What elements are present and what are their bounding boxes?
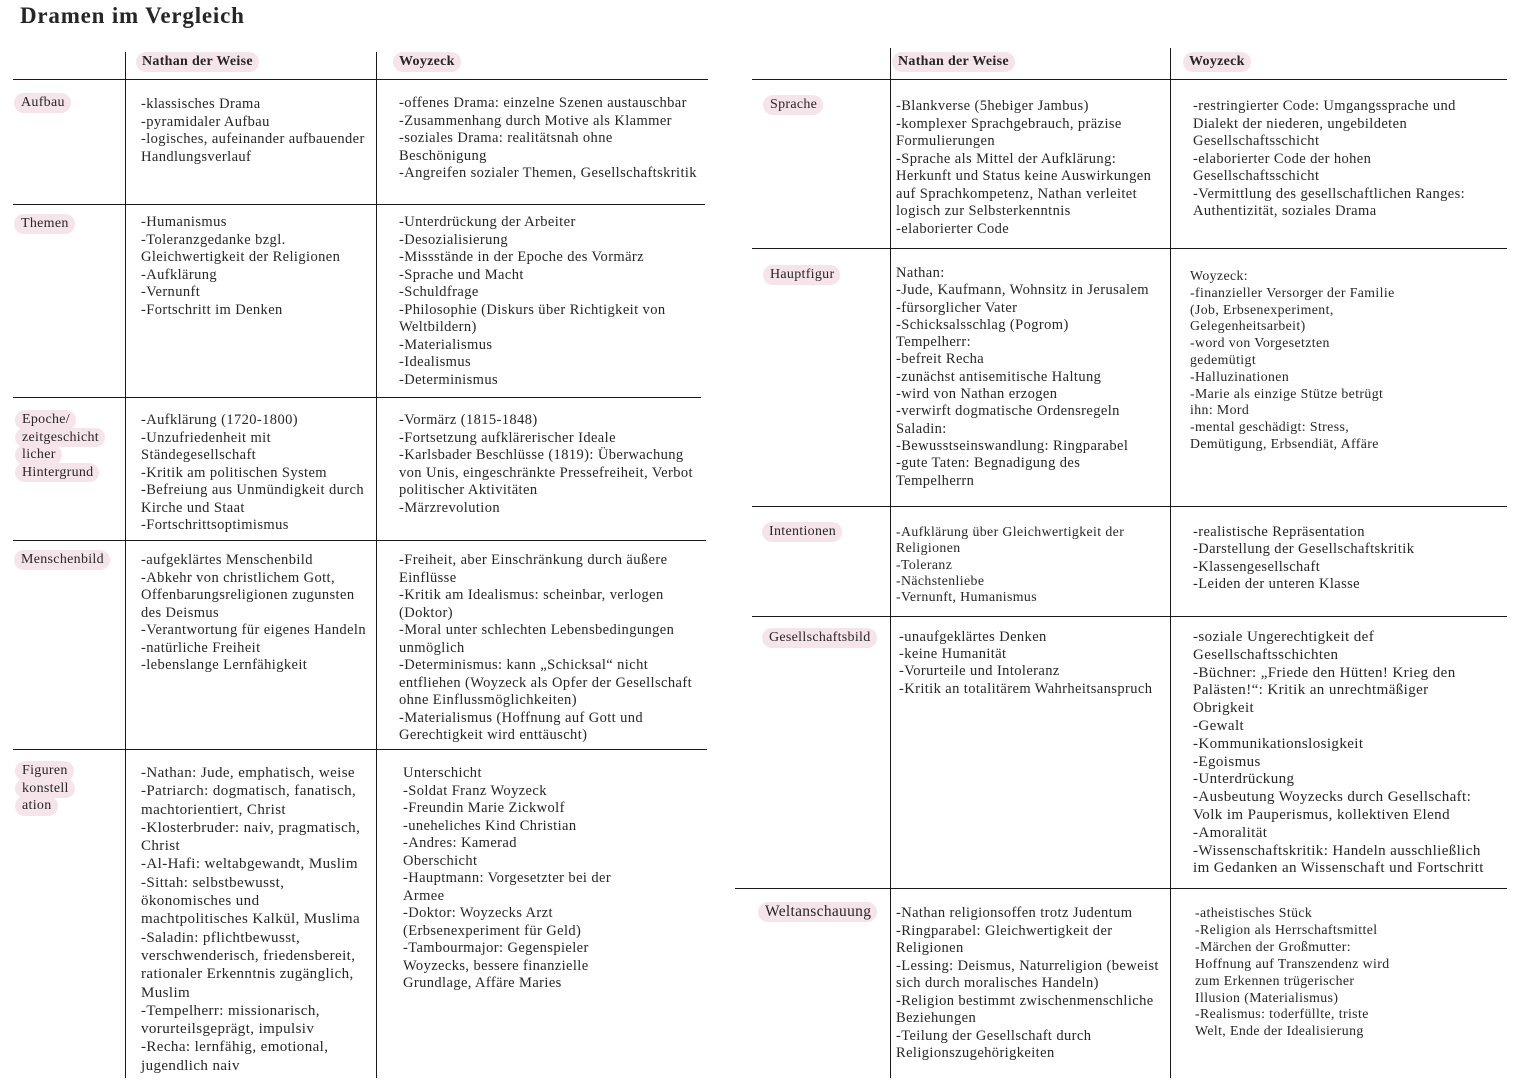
cell-text-line: -Religion bestimmt zwischenmenschliche xyxy=(896,992,1154,1009)
cell-text-line: Handlungsverlauf xyxy=(141,148,252,165)
cell-text-line: -Aufklärung xyxy=(141,266,218,283)
vertical-rule xyxy=(1170,48,1172,1078)
cell-text-line: -Freiheit, aber Einschränkung durch äußere xyxy=(399,552,668,568)
cell-text-line: Einflüsse xyxy=(399,569,457,586)
cell-text-line: auf Sprachkompetenz, Nathan verleitet xyxy=(896,185,1138,202)
cell-sprache-nathan xyxy=(896,98,1151,238)
cell-text-line: -Materialismus (Hoffnung auf Gott und xyxy=(399,709,644,726)
cell-text-line: (Erbsenexperiment für Geld) xyxy=(403,922,582,939)
cell-text-line: Demütigung, Erbsendiät, Affäre xyxy=(1190,435,1379,451)
cell-text-line: -Kritik an totalitärem Wahrheitsanspruch xyxy=(899,680,1153,697)
cell-text-line: -Marie als einzige Stütze betrügt xyxy=(1190,385,1384,401)
cell-text-line: -Egoismus xyxy=(1193,753,1261,770)
cell-text-line: ökonomisches und xyxy=(141,893,260,910)
cell-text-line: -soziales Drama: realitätsnah ohne xyxy=(399,130,613,146)
column-header-woyzeck: Woyzeck xyxy=(393,52,461,72)
cell-text-line: -Leiden der unteren Klasse xyxy=(1193,575,1361,592)
cell-text-line: -Vermittlung des gesellschaftlichen Ranges: xyxy=(1193,185,1466,202)
cell-text-line: -Religion als Herrschaftsmittel xyxy=(1195,921,1378,937)
cell-text-line: Gelegenheitsarbeit) xyxy=(1190,318,1306,334)
cell-text-line: -Tempelherr: missionarisch, xyxy=(141,1002,320,1019)
row-label-figurenkonstellation xyxy=(15,761,75,816)
horizontal-rule xyxy=(752,79,1507,81)
row-label-epoche xyxy=(15,410,105,482)
cell-text-line: Illusion (Materialismus) xyxy=(1195,989,1339,1005)
vertical-rule xyxy=(376,52,378,1078)
vertical-rule xyxy=(125,52,127,1078)
cell-intentionen-nathan xyxy=(896,524,1124,605)
cell-text-line: -atheistisches Stück xyxy=(1195,905,1313,920)
cell-weltanschauung-nathan xyxy=(896,905,1159,1063)
cell-text-line: logisch zur Selbsterkenntnis xyxy=(896,203,1071,219)
cell-text-line: -Nathan: Jude, emphatisch, weise xyxy=(141,765,355,781)
cell-text-line: -Aufklärung über Gleichwertigkeit der xyxy=(896,524,1125,539)
cell-text-line: -Idealismus xyxy=(399,354,472,370)
cell-text-line: -Bewusstseinswandlung: Ringparabel xyxy=(896,437,1129,454)
cell-text-line: -komplexer Sprachgebrauch, präzise xyxy=(896,115,1122,132)
cell-text-line: -Saladin: pflichtbewusst, xyxy=(141,929,301,946)
row-label-weltanschauung xyxy=(758,902,877,922)
cell-text-line: -Sprache als Mittel der Aufklärung: xyxy=(896,150,1117,167)
cell-text-line: -Angreifen sozialer Themen, Gesellschaftskritik xyxy=(399,165,697,181)
cell-text-line: Religionszugehörigkeiten xyxy=(896,1045,1055,1061)
cell-menschenbild-woyzeck xyxy=(399,552,692,745)
cell-text-line: -realistische Repräsentation xyxy=(1193,524,1365,540)
cell-text-line: Beschönigung xyxy=(399,147,487,164)
cell-text-line: -Determinismus xyxy=(399,371,499,388)
cell-text-line: politischer Aktivitäten xyxy=(399,482,538,498)
horizontal-rule xyxy=(752,248,1507,250)
cell-gesellschaftsbild-nathan xyxy=(899,629,1152,698)
cell-text-line: -Abkehr von christlichem Gott, xyxy=(141,569,336,586)
horizontal-rule xyxy=(13,749,707,751)
cell-text-line: Palästen!“: Kritik an unrechtmäßiger xyxy=(1193,682,1429,699)
cell-text-line: -Klosterbruder: naiv, pragmatisch, xyxy=(141,819,361,836)
cell-text-line: Saladin: xyxy=(896,420,947,437)
cell-text-line: rationaler Erkenntnis zugänglich, xyxy=(141,966,354,983)
cell-text-line: -Realismus: toderfüllte, triste xyxy=(1195,1006,1369,1022)
cell-text-line: Tempelherr: xyxy=(896,334,972,351)
cell-text-line: -Amoralität xyxy=(1193,824,1268,841)
horizontal-rule xyxy=(735,888,1507,890)
cell-text-line: (Job, Erbsenexperiment, xyxy=(1190,301,1334,317)
cell-text-line: -Unzufriedenheit mit xyxy=(141,429,271,446)
cell-epoche-nathan xyxy=(141,412,364,535)
cell-text-line: -befreit Recha xyxy=(896,351,985,368)
row-label-line: Hauptfigur xyxy=(763,265,840,285)
cell-text-line: -finanzieller Versorger der Familie xyxy=(1190,284,1395,300)
cell-text-line: -Jude, Kaufmann, Wohnsitz in Jerusalem xyxy=(896,282,1149,299)
cell-intentionen-woyzeck xyxy=(1193,524,1414,593)
cell-text-line: Gesellschaftsschicht xyxy=(1193,168,1320,184)
cell-text-line: -Moral unter schlechten Lebensbedingungen xyxy=(399,622,675,638)
cell-text-line: machtpolitisches Kalkül, Muslima xyxy=(141,911,361,928)
cell-text-line: Woyzeck: xyxy=(1190,268,1249,283)
cell-text-line: -Nathan religionsoffen trotz Judentum xyxy=(896,905,1133,921)
row-label-line: Epoche/ xyxy=(15,410,76,430)
cell-text-line: -Märzrevolution xyxy=(399,499,501,516)
cell-text-line: -Unterdrückung xyxy=(1193,771,1295,788)
row-label-line: Gesellschaftsbild xyxy=(762,628,877,648)
cell-text-line: gedemütigt xyxy=(1190,351,1257,367)
cell-text-line: Religionen xyxy=(896,940,964,956)
cell-text-line: Welt, Ende der Idealisierung xyxy=(1195,1023,1364,1039)
cell-text-line: sich durch moralisches Handeln) xyxy=(896,975,1099,991)
cell-text-line: -elaborierter Code xyxy=(896,220,1010,237)
horizontal-rule xyxy=(13,540,706,542)
cell-themen-woyzeck xyxy=(399,214,666,389)
cell-text-line: -gute Taten: Begnadigung des xyxy=(896,455,1081,472)
horizontal-rule xyxy=(752,616,1507,618)
cell-text-line: Authentizität, soziales Drama xyxy=(1193,203,1377,219)
cell-themen-nathan xyxy=(141,214,340,319)
cell-hauptfigur-nathan xyxy=(896,265,1149,490)
cell-text-line: Gerechtigkeit wird enttäuscht) xyxy=(399,727,588,743)
row-label-line: Sprache xyxy=(763,95,823,115)
cell-text-line: vorurteilsgeprägt, impulsiv xyxy=(141,1021,315,1038)
cell-text-line: Gesellschaftsschichten xyxy=(1193,646,1339,663)
cell-figurenkonstellation-nathan xyxy=(141,764,360,1075)
cell-text-line: -Teilung der Gesellschaft durch xyxy=(896,1027,1092,1044)
cell-text-line: -Klassengesellschaft xyxy=(1193,558,1321,575)
cell-text-line: -keine Humanität xyxy=(899,646,1007,663)
cell-text-line: -Schicksalsschlag (Pogrom) xyxy=(896,316,1069,333)
cell-text-line: -Patriarch: dogmatisch, fanatisch, xyxy=(141,783,357,800)
row-label-line: Hintergrund xyxy=(15,463,99,483)
cell-text-line: -Sittah: selbstbewusst, xyxy=(141,874,285,891)
cell-text-line: Ständegesellschaft xyxy=(141,447,257,463)
cell-text-line: -Vorurteile und Intoleranz xyxy=(899,663,1060,680)
cell-text-line: entfliehen (Woyzeck als Opfer der Gesellschaft xyxy=(399,674,693,691)
cell-sprache-woyzeck xyxy=(1193,98,1465,221)
cell-text-line: -Büchner: „Friede den Hütten! Krieg den xyxy=(1193,664,1456,681)
cell-text-line: -Hauptmann: Vorgesetzter bei der xyxy=(403,870,612,886)
cell-text-line: -mental geschädigt: Stress, xyxy=(1190,419,1350,435)
cell-text-line: -elaborierter Code der hohen xyxy=(1193,150,1372,167)
cell-text-line: -Recha: lernfähig, emotional, xyxy=(141,1039,329,1056)
cell-text-line: -lebenslange Lernfähigkeit xyxy=(141,657,308,673)
row-label-line: Themen xyxy=(14,214,75,234)
horizontal-rule xyxy=(13,397,701,399)
column-header-woyzeck: Woyzeck xyxy=(1183,52,1251,72)
row-label-line: ation xyxy=(15,796,58,816)
horizontal-rule xyxy=(752,506,1507,508)
horizontal-rule xyxy=(13,79,708,81)
cell-text-line: Tempelherrn xyxy=(896,472,975,489)
cell-text-line: Unterschicht xyxy=(403,765,482,781)
cell-text-line: Christ xyxy=(141,838,181,855)
cell-figurenkonstellation-woyzeck xyxy=(403,765,611,993)
cell-text-line: ohne Einflussmöglichkeiten) xyxy=(399,692,577,708)
cell-text-line: Kirche und Staat xyxy=(141,499,245,516)
column-header-nathan: Nathan der Weise xyxy=(136,52,259,72)
cell-text-line: Herkunft und Status keine Auswirkungen xyxy=(896,168,1152,184)
cell-text-line: -Humanismus xyxy=(141,214,227,230)
cell-text-line: -Tambourmajor: Gegenspieler xyxy=(403,940,589,956)
cell-text-line: -offenes Drama: einzelne Szenen austauschbar xyxy=(399,95,687,111)
row-label-sprache xyxy=(763,95,823,115)
cell-epoche-woyzeck xyxy=(399,412,693,517)
cell-text-line: Volk im Pauperismus, kollektiven Elend xyxy=(1193,806,1450,823)
cell-text-line: -Zusammenhang durch Motive als Klammer xyxy=(399,112,672,129)
cell-text-line: -Kritik am politischen System xyxy=(141,464,327,481)
cell-text-line: -klassisches Drama xyxy=(141,96,261,112)
cell-text-line: -aufgeklärtes Menschenbild xyxy=(141,552,313,568)
cell-text-line: Hoffnung auf Transzendenz wird xyxy=(1195,955,1390,971)
cell-text-line: zum Erkennen trügerischer xyxy=(1195,972,1355,988)
row-label-line: Intentionen xyxy=(762,522,842,542)
cell-text-line: ihn: Mord xyxy=(1190,402,1250,418)
cell-weltanschauung-woyzeck xyxy=(1195,905,1390,1040)
cell-text-line: -Verantwortung für eigenes Handeln xyxy=(141,622,366,638)
cell-text-line: -Karlsbader Beschlüsse (1819): Überwachung xyxy=(399,447,684,463)
cell-text-line: -soziale Ungerechtigkeit def xyxy=(1193,629,1375,645)
cell-text-line: -pyramidaler Aufbau xyxy=(141,113,270,130)
cell-text-line: Weltbildern) xyxy=(399,319,477,335)
cell-text-line: -Ausbeutung Woyzecks durch Gesellschaft: xyxy=(1193,789,1472,806)
row-label-line: konstell xyxy=(15,779,75,799)
cell-text-line: -Vernunft xyxy=(141,284,201,300)
row-label-aufbau xyxy=(14,93,71,113)
cell-text-line: -uneheliches Kind Christian xyxy=(403,817,577,834)
cell-text-line: -Materialismus xyxy=(399,336,493,353)
row-label-line: Aufbau xyxy=(14,93,71,113)
cell-text-line: -unaufgeklärtes Denken xyxy=(899,629,1047,645)
cell-text-line: -Doktor: Woyzecks Arzt xyxy=(403,905,553,921)
cell-text-line: Muslim xyxy=(141,984,191,1001)
cell-text-line: Grundlage, Affäre Maries xyxy=(403,975,562,991)
cell-text-line: Offenbarungsreligionen zugunsten xyxy=(141,587,355,603)
cell-text-line: von Unis, eingeschränkte Pressefreiheit, Verbot xyxy=(399,464,693,481)
cell-text-line: Religionen xyxy=(896,540,961,556)
cell-text-line: (Doktor) xyxy=(399,604,453,621)
cell-text-line: -Darstellung der Gesellschaftskritik xyxy=(1193,541,1415,558)
cell-text-line: -Fortschritt im Denken xyxy=(141,301,283,318)
cell-text-line: -Aufklärung (1720-1800) xyxy=(141,412,298,428)
cell-text-line: -Desozialisierung xyxy=(399,231,509,248)
cell-text-line: Gesellschaftsschicht xyxy=(1193,133,1320,149)
cell-text-line: unmöglich xyxy=(399,639,465,656)
row-label-intentionen xyxy=(762,522,842,542)
cell-text-line: -Toleranzgedanke bzgl. xyxy=(141,231,286,248)
cell-text-line: -Kommunikationslosigkeit xyxy=(1193,735,1364,752)
cell-text-line: -Befreiung aus Unmündigkeit durch xyxy=(141,482,364,498)
cell-text-line: Oberschicht xyxy=(403,852,478,869)
cell-text-line: -verwirft dogmatische Ordensregeln xyxy=(896,403,1120,420)
cell-text-line: Obrigkeit xyxy=(1193,700,1255,717)
cell-text-line: -restringierter Code: Umgangssprache und xyxy=(1193,98,1456,114)
cell-text-line: -Philosophie (Diskurs über Richtigkeit von xyxy=(399,301,666,318)
page-title: Dramen im Vergleich xyxy=(20,3,245,28)
cell-text-line: -Vernunft, Humanismus xyxy=(896,589,1037,605)
cell-text-line: machtorientiert, Christ xyxy=(141,801,286,818)
cell-text-line: -Fortschrittsoptimismus xyxy=(141,517,289,533)
vertical-rule xyxy=(890,48,892,1078)
cell-text-line: -Blankverse (5hebiger Jambus) xyxy=(896,98,1089,114)
row-label-themen xyxy=(14,214,75,234)
row-label-menschenbild xyxy=(14,550,110,570)
cell-text-line: -Determinismus: kann „Schicksal“ nicht xyxy=(399,657,649,673)
cell-text-line: -Al-Hafi: weltabgewandt, Muslim xyxy=(141,856,358,873)
cell-text-line: -Missstände in der Epoche des Vormärz xyxy=(399,249,645,265)
cell-text-line: -Märchen der Großmutter: xyxy=(1195,938,1351,954)
cell-text-line: -fürsorglicher Vater xyxy=(896,299,1018,316)
cell-text-line: -Kritik am Idealismus: scheinbar, verlogen xyxy=(399,587,664,603)
cell-aufbau-woyzeck xyxy=(399,95,697,183)
cell-text-line: Nathan: xyxy=(896,265,945,281)
cell-text-line: verschwenderisch, friedensbereit, xyxy=(141,947,356,964)
column-header-nathan: Nathan der Weise xyxy=(892,52,1015,72)
cell-text-line: -Schuldfrage xyxy=(399,284,479,300)
cell-text-line: -Freundin Marie Zickwolf xyxy=(403,800,565,816)
horizontal-rule xyxy=(13,204,705,206)
cell-text-line: -Gewalt xyxy=(1193,717,1245,734)
cell-text-line: -Toleranz xyxy=(896,556,953,572)
cell-text-line: -logisches, aufeinander aufbauender xyxy=(141,131,365,147)
row-label-line: Weltanschauung xyxy=(758,902,877,922)
cell-text-line: -Vormärz (1815-1848) xyxy=(399,412,538,428)
cell-text-line: Formulierungen xyxy=(896,133,996,149)
cell-text-line: -natürliche Freiheit xyxy=(141,639,261,656)
cell-text-line: -Fortsetzung aufklärerischer Ideale xyxy=(399,429,616,446)
cell-text-line: im Gedanken an Wissenschaft und Fortschritt xyxy=(1193,860,1484,877)
row-label-hauptfigur xyxy=(763,265,840,285)
cell-text-line: Armee xyxy=(403,887,445,904)
cell-text-line: -word von Vorgesetzten xyxy=(1190,335,1330,351)
cell-text-line: -Soldat Franz Woyzeck xyxy=(403,782,547,799)
cell-menschenbild-nathan xyxy=(141,552,366,675)
cell-hauptfigur-woyzeck xyxy=(1190,268,1395,453)
row-label-line: Menschenbild xyxy=(14,550,110,570)
row-label-line: licher xyxy=(15,445,62,465)
cell-text-line: jugendlich naiv xyxy=(141,1057,240,1074)
cell-text-line: -Lessing: Deismus, Naturreligion (beweist xyxy=(896,957,1159,974)
cell-text-line: des Deismus xyxy=(141,604,220,621)
cell-text-line: Beziehungen xyxy=(896,1010,977,1026)
cell-gesellschaftsbild-woyzeck xyxy=(1193,629,1484,878)
row-label-line: zeitgeschicht xyxy=(15,428,105,448)
cell-text-line: -Wissenschaftskritik: Handeln ausschließlich xyxy=(1193,842,1481,859)
cell-text-line: -Ringparabel: Gleichwertigkeit der xyxy=(896,922,1113,939)
cell-text-line: -Andres: Kamerad xyxy=(403,835,517,851)
cell-text-line: -Nächstenliebe xyxy=(896,572,985,588)
row-label-line: Figuren xyxy=(15,761,74,781)
cell-text-line: Gleichwertigkeit der Religionen xyxy=(141,249,341,265)
cell-aufbau-nathan xyxy=(141,96,365,166)
cell-text-line: -Halluzinationen xyxy=(1190,368,1290,384)
cell-text-line: -Unterdrückung der Arbeiter xyxy=(399,214,576,230)
cell-text-line: -wird von Nathan erzogen xyxy=(896,386,1058,403)
row-label-gesellschaftsbild xyxy=(762,628,877,648)
cell-text-line: Woyzecks, bessere finanzielle xyxy=(403,957,589,974)
cell-text-line: -zunächst antisemitische Haltung xyxy=(896,368,1102,385)
cell-text-line: -Sprache und Macht xyxy=(399,266,524,283)
cell-text-line: Dialekt der niederen, ungebildeten xyxy=(1193,115,1408,132)
